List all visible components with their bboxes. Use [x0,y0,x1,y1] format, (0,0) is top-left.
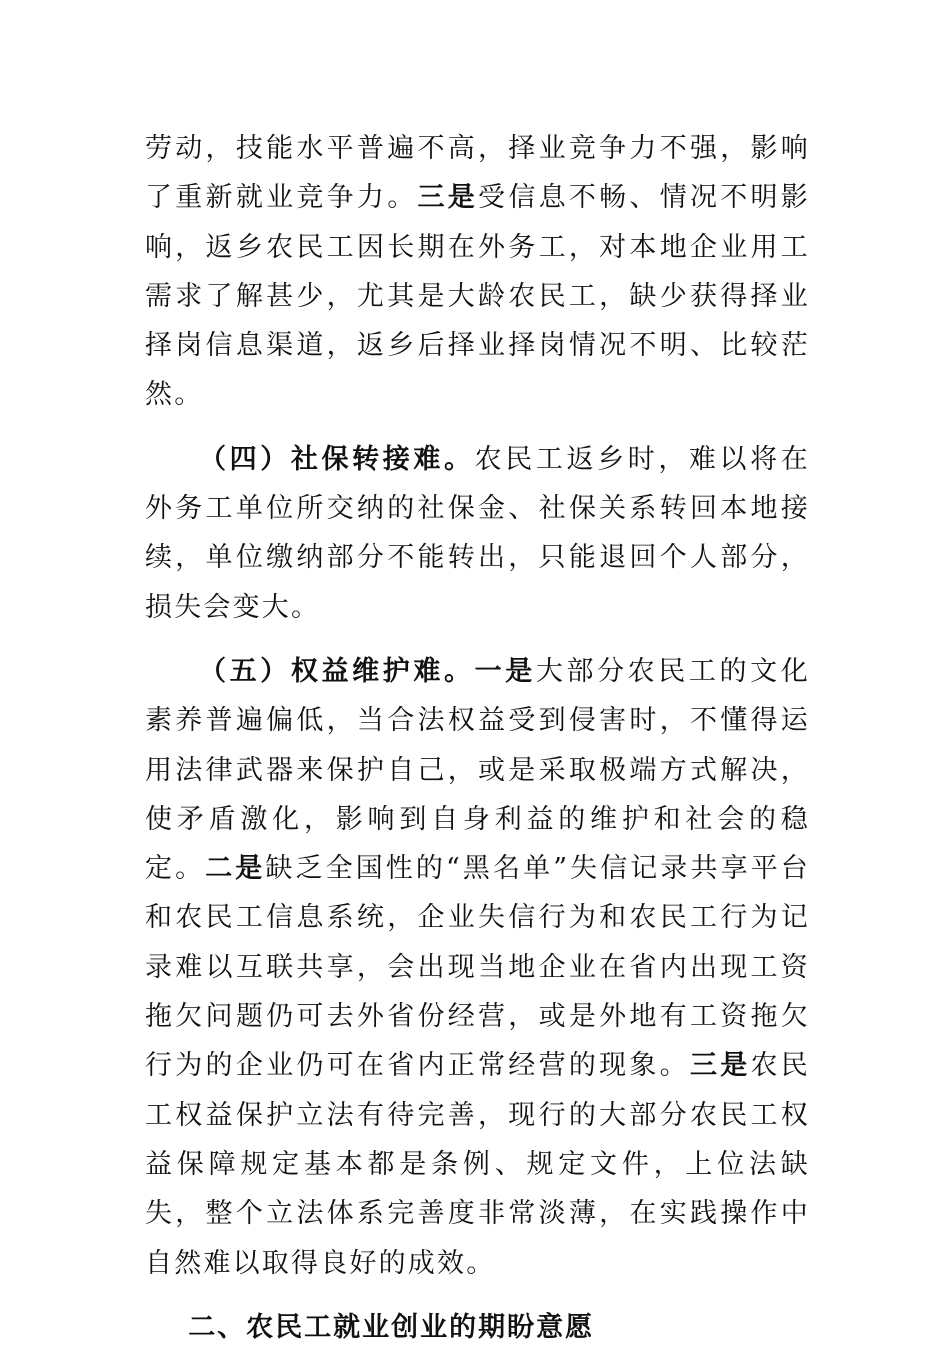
section-heading: 二、农民工就业创业的期盼意愿 [188,1311,595,1343]
paragraph-rights-protection [145,647,810,1288]
para2-text: 农民工返乡时，难以将在外务工单位所交纳的社保金、社保关系转回本地接续，单位缴纳部分不能转出，只能退回个人部分，损失会变大。 [145,443,810,623]
para3-text-one: 大部分农民工的文化素养普遍偏低，当合法权益受到侵害时，不懂得运用法律武器来保护自己，或是采取极端方式解决，使矛盾激化，影响到自身利益的维护和社会的稳定。 [145,655,810,885]
paragraph-continuation [145,124,810,420]
para1-text-c: 受信息不畅、情况不明影响，返乡农民工因长期在外务工，对本地企业用工需求了解甚少，尤其是大龄农民工，缺少获得择业择岗信息渠道，返乡后择业择岗情况不明、比较茫然。 [145,182,810,411]
para3-text-three: 农民工权益保护立法有待完善，现行的大部分农民工权益保障规定基本都是条例、规定文件，上位法缺失，整个立法体系完善度非常淡薄，在实践操作中自然难以取得良好的成效。 [145,1050,810,1279]
para1-bold-three: 三是 [417,182,479,214]
para3-title: （五）权益维护难。 [199,655,475,687]
para3-bold-three: 三是 [689,1050,751,1082]
paragraph-social-security [145,435,810,632]
para3-bold-one: 一是 [474,655,536,687]
document-body [145,124,810,1367]
para3-bold-two: 二是 [205,853,266,885]
para2-title: （四）社保转接难。 [199,443,475,475]
para3-text-two: 缺乏全国性的“黑名单”失信记录共享平台和农民工信息系统，企业失信行为和农民工行为记录难以互联共享，会出现当地企业在省内出现工资拖欠问题仍可去外省份经营，或是外地有工资拖欠行为的企业仍可在省内正常经营的现象。 [145,853,810,1082]
para1-text-a: 劳动，技能水平普遍不高，择业竞争力不强，影响了重新就业竞争力。 [145,133,810,214]
